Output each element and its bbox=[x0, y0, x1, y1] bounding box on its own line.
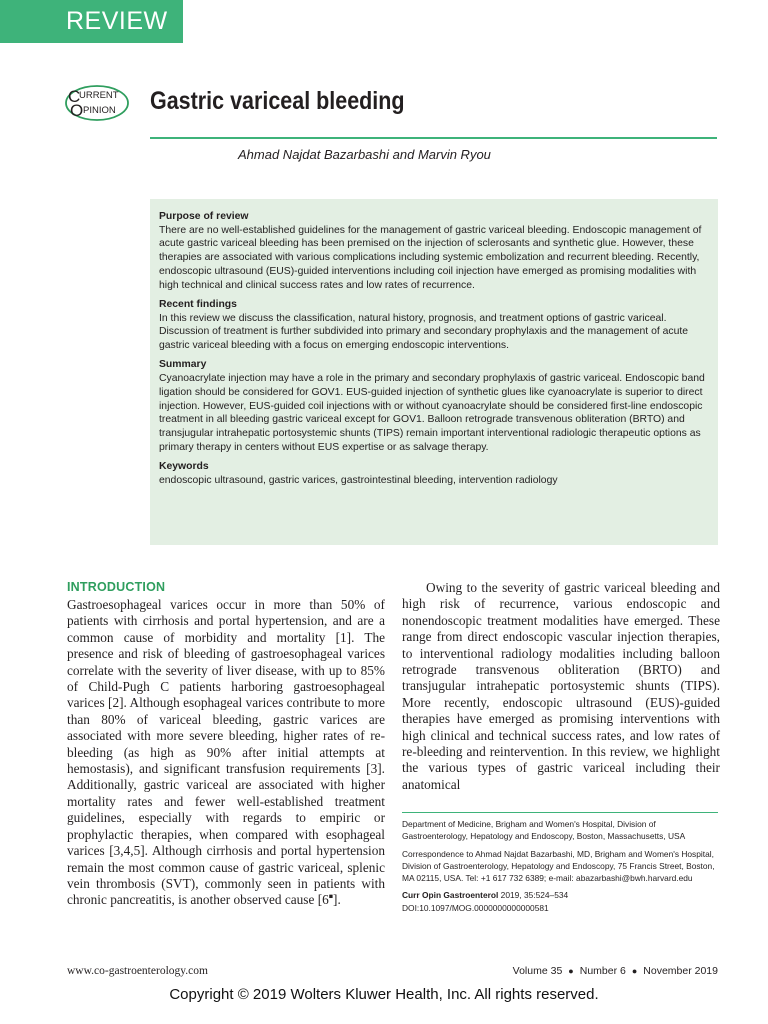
keywords-heading: Keywords bbox=[159, 461, 209, 473]
doi: DOI:10.1097/MOG.0000000000000581 bbox=[402, 902, 549, 913]
left-column bbox=[67, 580, 385, 909]
section-label-tab bbox=[0, 0, 183, 43]
copyright-notice: Copyright © 2019 Wolters Kluwer Health, Inc. All rights reserved. bbox=[169, 986, 599, 1003]
citation-line bbox=[402, 889, 718, 901]
citation-details: 2019, 35:524–534 bbox=[498, 890, 569, 901]
findings-text: In this review we discuss the classification, natural history, prognosis, and treatment options of gastric variceal. Discussion of treatment is further subdivided into primary and secondary prophylaxis and the management of acute gastric variceal bleeding with a focus on emerging endoscopic interventions. bbox=[159, 312, 689, 352]
purpose-text: There are no well-established guidelines for the management of gastric variceal bleeding. Endoscopic management of acute gastric variceal bleeding has been premised on the injection of sclerosants and synthetic glue. However, these therapies are associated with various complications including systemic embolization and recurrent bleeding. Recently, endoscopic ultrasound (EUS)-guided interventions including coil injection have emerged as promising modalities with high technical and clinical success rates and low rates of recurrence. bbox=[159, 224, 702, 292]
footer-volume: Volume 35 bbox=[512, 965, 563, 977]
right-paragraph: Owing to the severity of gastric variceal bleeding and high risk of recurrence, various endoscopic and nonendoscopic treatment modalities have emerged. These range from direct endoscopic vascular injection therapies, to interventional radiology modalities including balloon retrograde transvenous obliteration (BRTO) and transjugular intrahepatic portosystemic shunts (TIPS). More recently, endoscopic ultrasound (EUS)-guided therapies have emerged as promising interventions with high clinical and technical success rates, and low rates of re-bleeding and reintervention. In this review, we highlight the various types of gastric variceal including their anatomical bbox=[402, 580, 720, 792]
summary-text: Cyanoacrylate injection may have a role in the primary and secondary prophylaxis of gastric variceal. Endoscopic band ligation should be considered for GOV1. EUS-guided injection of synthetic glues like cyanoacrylate is superior to direct injection. However, EUS-guided coil injections with or without cyanoacrylate should be considered first-line endoscopic treatment in all bleeding gastric variceal except for GOV1. Balloon retrograde transvenous obliteration (BRTO) and transjugular intrahepatic portosystemic shunts (TIPS) remain important interventional radiologic therapeutic options as primary therapy in centers without EUS expertise or as salvage therapy. bbox=[159, 372, 705, 454]
summary-heading: Summary bbox=[159, 359, 207, 371]
logo-line2: PINION bbox=[83, 105, 116, 116]
logo-initial-o: O bbox=[70, 101, 84, 120]
footer-number: Number 6 bbox=[579, 965, 626, 977]
intro-paragraph-end: ]. bbox=[333, 892, 341, 908]
footer-issue bbox=[513, 965, 718, 977]
citation-marker: ■ bbox=[328, 892, 334, 901]
correspondence: Correspondence to Ahmad Najdat Bazarbashi, MD, Brigham and Women's Hospital, Division of Gastroenterology, Hepatology and Endoscopy, 75 Francis Street, Boston, MA 02115, USA. Tel: +1 617 732 6389; e-mail: abazarbashi@bwh.harvard.edu bbox=[402, 848, 715, 884]
separator-dot: ● bbox=[568, 966, 574, 976]
findings-heading: Recent findings bbox=[159, 299, 237, 311]
affiliation-divider bbox=[402, 812, 718, 813]
logo-line1: URRENT bbox=[79, 90, 119, 101]
footer-url[interactable]: www.co-gastroenterology.com bbox=[67, 965, 208, 977]
affiliation-block bbox=[402, 818, 718, 914]
article-title: Gastric variceal bleeding bbox=[150, 87, 405, 115]
purpose-heading: Purpose of review bbox=[159, 211, 249, 222]
abstract-box bbox=[150, 199, 718, 545]
title-divider bbox=[150, 137, 717, 139]
footer-date: November 2019 bbox=[643, 965, 718, 977]
journal-name: Curr Opin Gastroenterol bbox=[402, 890, 499, 901]
authors: Ahmad Najdat Bazarbashi and Marvin Ryou bbox=[238, 147, 491, 162]
logo-initial-c: C bbox=[68, 87, 81, 106]
separator-dot: ● bbox=[631, 966, 638, 976]
section-label: REVIEW bbox=[66, 7, 168, 35]
current-opinion-logo bbox=[64, 84, 130, 122]
department: Department of Medicine, Brigham and Women's Hospital, Division of Gastroenterology, Hepatology and Endoscopy, Boston, Massachusetts, USA bbox=[402, 819, 686, 842]
intro-paragraph bbox=[67, 597, 385, 909]
introduction-heading: INTRODUCTION bbox=[67, 580, 166, 594]
keywords-text: endoscopic ultrasound, gastric varices, gastrointestinal bleeding, intervention radiology bbox=[159, 474, 558, 486]
right-column bbox=[402, 580, 720, 793]
intro-paragraph-text: Gastroesophageal varices occur in more than 50% of patients with cirrhosis and portal hypertension, and are a common cause of morbidity and mortality [1]. The presence and risk of bleeding of gastroesophageal varices correlate with the severity of liver disease, with up to 85% of Child-Pugh C patients harboring gastroesophageal varices [2]. Although esophageal varices contribute to more than 80% of variceal bleeding, gastric varices are associated with more severe bleeding, higher rates of re-bleeding (as high as 90% after initial attempts at hemostasis), and significant transfusion requirements [3]. Additionally, gastric variceal are associated with higher mortality rates and fewer well-established treatment guidelines, especially with regards to empiric or prophylactic therapies, when compared with esophageal varices [3,4,5]. Although cirrhosis and portal hypertension remain the most common cause of gastric variceal, splenic vein thrombosis (SVT), commonly seen in patients with chronic pancreatitis, is another observed cause [6 bbox=[67, 597, 385, 908]
